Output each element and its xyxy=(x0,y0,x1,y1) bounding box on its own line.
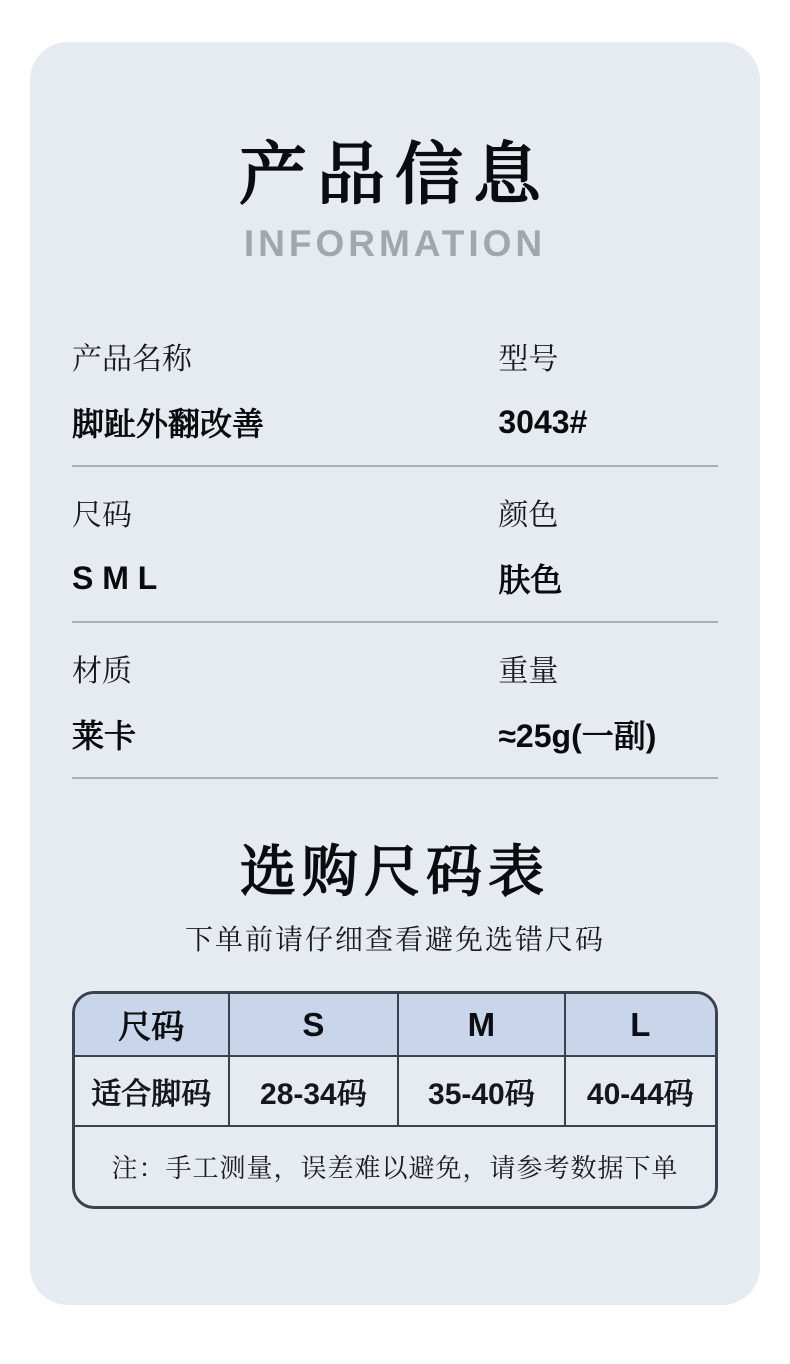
spec-label-row xyxy=(72,479,718,545)
size-table-note-row xyxy=(75,1126,715,1206)
section-divider xyxy=(72,621,718,623)
spec-list xyxy=(72,323,718,779)
spec-label: 颜色 xyxy=(498,499,559,532)
spec-value-row xyxy=(72,701,718,767)
spec-label: 尺码 xyxy=(72,499,132,532)
size-table-cell: 40-44码 xyxy=(565,1056,715,1126)
size-table-header-cell: M xyxy=(398,994,564,1056)
size-table-cell: 35-40码 xyxy=(398,1056,564,1126)
spec-label-row xyxy=(72,323,718,389)
spec-value: ≈25g(一副) xyxy=(498,718,657,754)
spec-value: 莱卡 xyxy=(72,718,137,754)
size-table-cell: 28-34码 xyxy=(229,1056,399,1126)
size-table-header-cell: S xyxy=(229,994,399,1056)
size-table-header-row xyxy=(75,994,715,1056)
product-info-card xyxy=(30,42,760,1305)
size-table-cell: 适合脚码 xyxy=(75,1056,229,1126)
size-chart-section xyxy=(30,841,760,1209)
spec-label: 材质 xyxy=(72,655,132,688)
spec-group xyxy=(72,323,718,467)
spec-group xyxy=(72,635,718,779)
spec-value: 脚趾外翻改善 xyxy=(72,406,265,442)
size-table xyxy=(72,991,718,1209)
size-table-header-cell: L xyxy=(565,994,715,1056)
size-table-note: 注：手工测量，误差难以避免，请参考数据下单 xyxy=(111,1153,679,1183)
spec-label: 重量 xyxy=(498,655,559,688)
hero-header xyxy=(30,42,760,265)
spec-label: 产品名称 xyxy=(72,343,192,376)
spec-value: 肤色 xyxy=(498,562,563,598)
spec-value-row xyxy=(72,545,718,611)
size-chart-title: 选购尺码表 xyxy=(240,840,550,903)
spec-label: 型号 xyxy=(498,343,559,376)
page-title: 产品信息 xyxy=(238,137,551,213)
spec-value: 3043# xyxy=(498,403,588,440)
spec-value-row xyxy=(72,389,718,455)
section-divider xyxy=(72,465,718,467)
size-chart-subtitle: 下单前请仔细查看避免选错尺码 xyxy=(184,924,605,955)
spec-group xyxy=(72,479,718,623)
size-table-row xyxy=(75,1056,715,1126)
page-subtitle-en: INFORMATION xyxy=(243,223,547,264)
spec-label-row xyxy=(72,635,718,701)
section-divider xyxy=(72,777,718,779)
size-table-header-cell: 尺码 xyxy=(75,994,229,1056)
spec-value: S M L xyxy=(72,559,158,596)
